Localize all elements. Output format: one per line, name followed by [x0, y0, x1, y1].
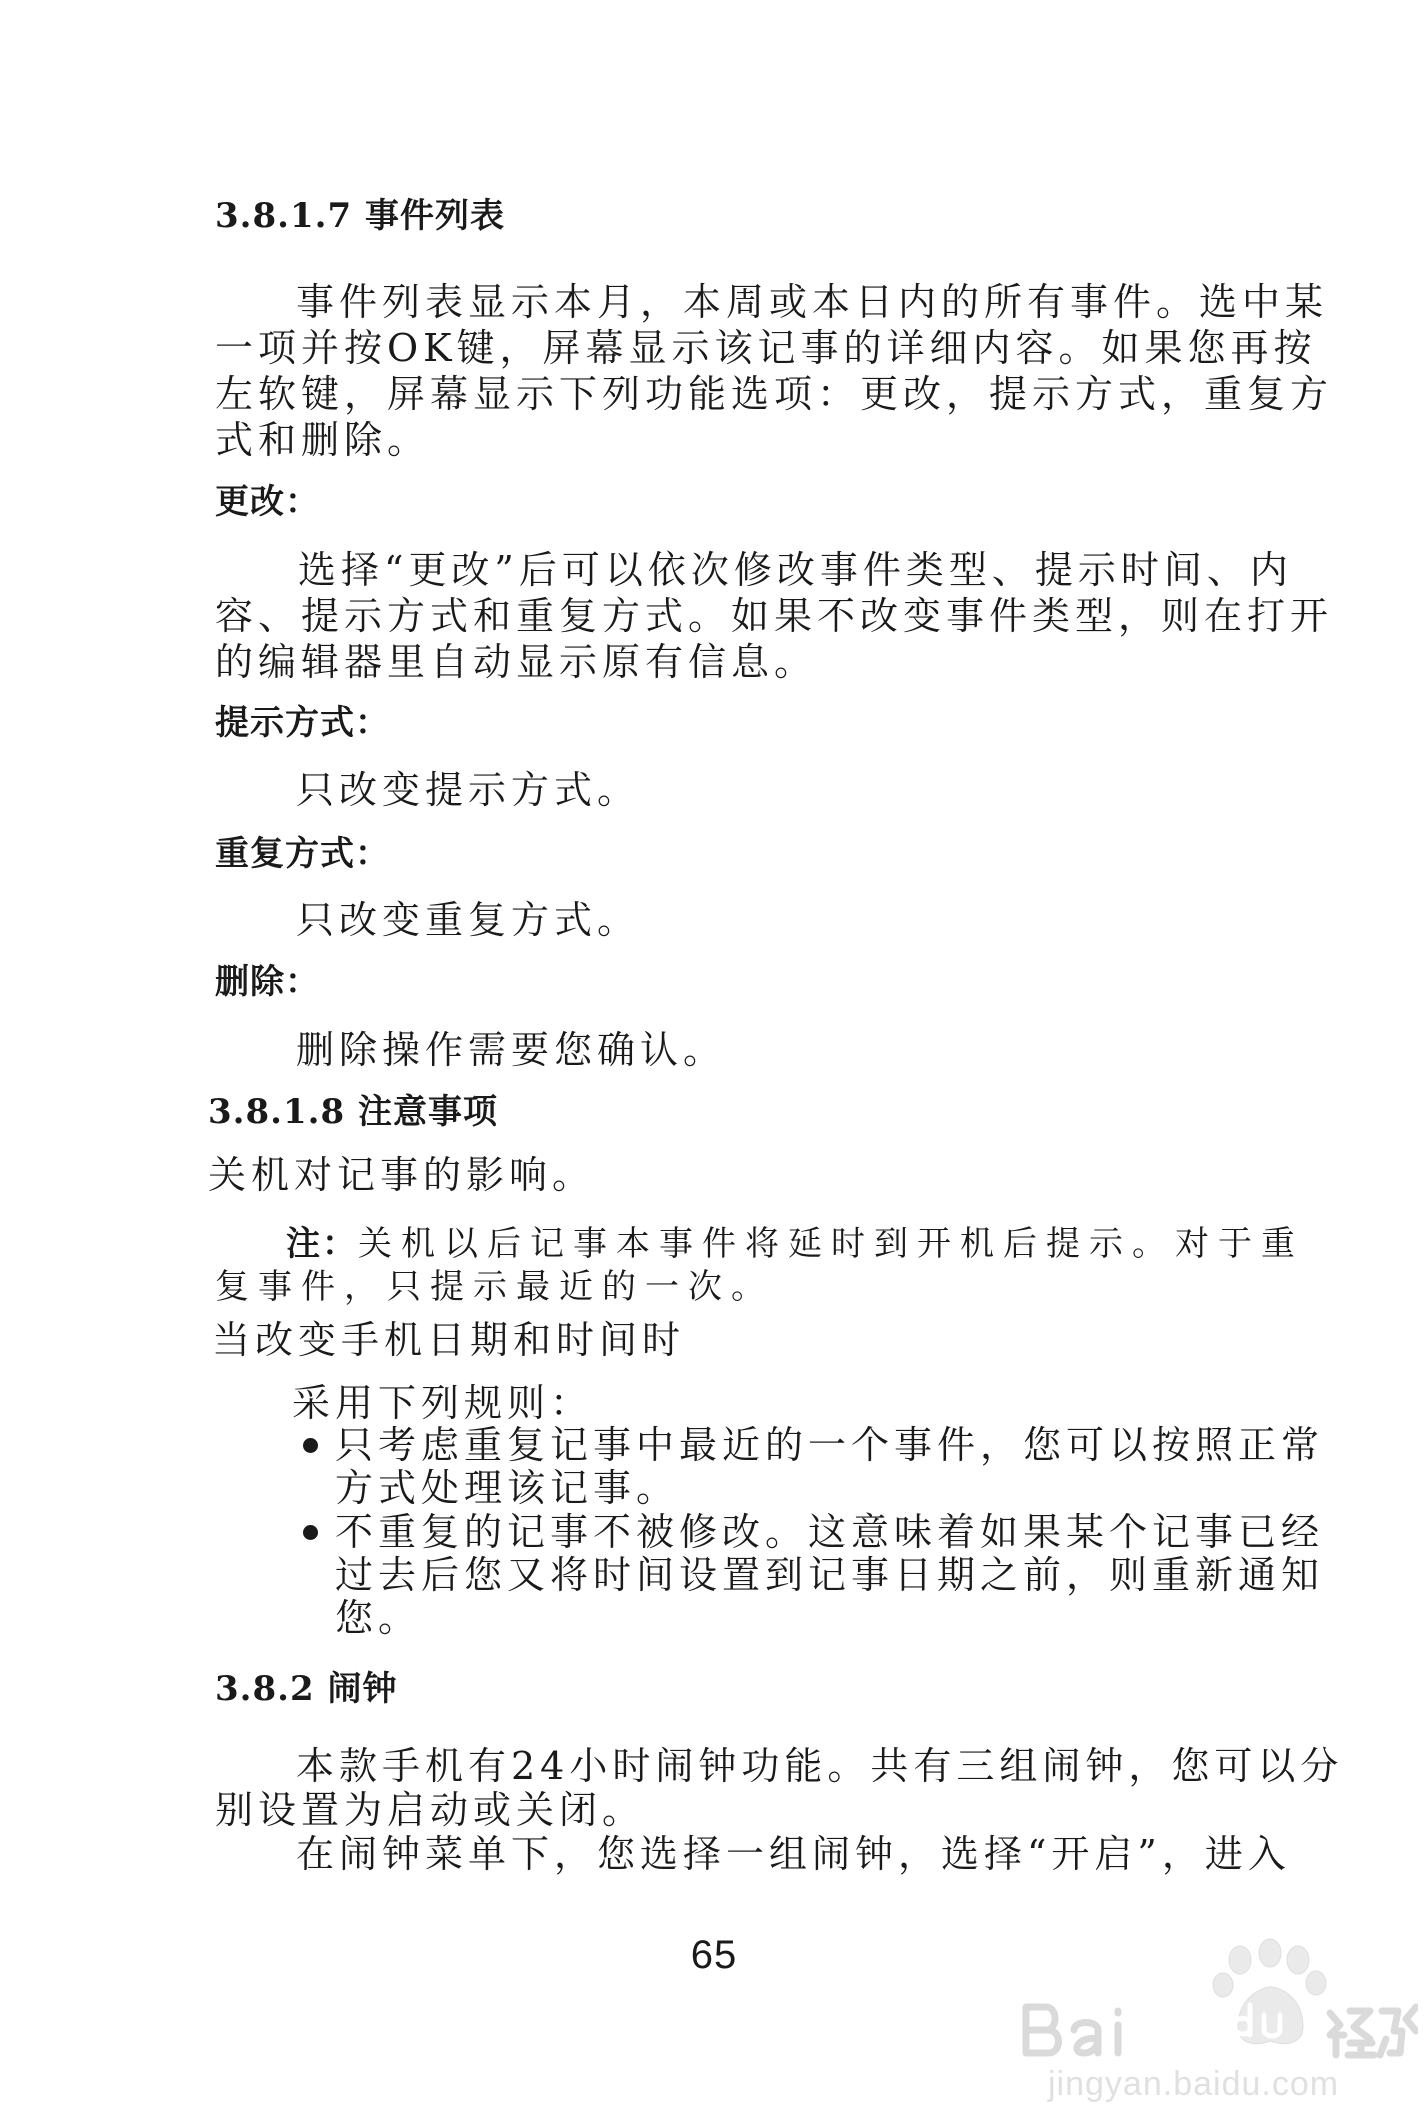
bullet-line: 只考虑重复记事中最近的一个事件，您可以按照正常 — [335, 1423, 1325, 1467]
paragraph-line: 本款手机有24小时闹钟功能。共有三组闹钟，您可以分 — [296, 1744, 1344, 1788]
paragraph-line: 只改变重复方式。 — [296, 898, 641, 942]
subheading-reminder-mode: 提示方式： — [215, 703, 390, 743]
paragraph-line: 删除操作需要您确认。 — [296, 1028, 727, 1072]
bullet-line: 您。 — [335, 1596, 422, 1640]
section-heading-event-list: 3.8.1.7 事件列表 — [215, 196, 505, 236]
subheading-change: 更改： — [215, 482, 320, 522]
paragraph-line: 的编辑器里自动显示原有信息。 — [215, 640, 818, 684]
note-text: 关机以后记事本事件将延时到开机后提示。对于重 — [358, 1224, 1304, 1264]
section-heading-notes: 3.8.1.8 注意事项 — [208, 1092, 498, 1132]
watermark-url: jingyan.baidu.com — [1048, 2065, 1340, 2103]
bullet-line: 不重复的记事不被修改。这意味着如果某个记事已经 — [335, 1510, 1325, 1554]
subheading-delete: 删除： — [215, 962, 320, 1002]
paragraph-line: 选择“更改”后可以依次修改事件类型、提示时间、内 — [298, 548, 1293, 592]
paragraph-line: 当改变手机日期和时间时 — [212, 1318, 686, 1362]
paragraph-line: 容、提示方式和重复方式。如果不改变事件类型，则在打开 — [215, 594, 1334, 638]
paragraph-line: 采用下列规则： — [292, 1381, 594, 1425]
page-number: 65 — [690, 1933, 738, 1977]
section-heading-alarm: 3.8.2 闹钟 — [215, 1669, 398, 1709]
baidu-jingyan-watermark-icon — [1018, 1935, 1418, 2105]
paragraph-line: 事件列表显示本月，本周或本日内的所有事件。选中某 — [296, 280, 1329, 324]
note-line: 复事件，只提示最近的一次。 — [215, 1267, 774, 1307]
paragraph-line: 一项并按OK键，屏幕显示该记事的详细内容。如果您再按 — [215, 326, 1317, 370]
paragraph-line: 只改变提示方式。 — [296, 768, 641, 812]
bullet-line: 方式处理该记事。 — [335, 1466, 680, 1510]
bullet-icon — [303, 1525, 318, 1540]
bullet-line: 过去后您又将时间设置到记事日期之前，则重新通知 — [335, 1553, 1325, 1597]
paragraph-line: 在闹钟菜单下，您选择一组闹钟，选择“开启”，进入 — [296, 1832, 1291, 1876]
note-line — [286, 1223, 1304, 1265]
note-label: 注： — [286, 1224, 358, 1264]
paragraph-line: 左软键，屏幕显示下列功能选项：更改，提示方式，重复方 — [215, 372, 1334, 416]
bullet-icon — [303, 1438, 318, 1453]
paragraph-line: 式和删除。 — [215, 418, 431, 462]
subheading-repeat-mode: 重复方式： — [215, 834, 390, 874]
paragraph-line: 别设置为启动或关闭。 — [215, 1788, 646, 1832]
paragraph-line: 关机对记事的影响。 — [208, 1153, 596, 1197]
